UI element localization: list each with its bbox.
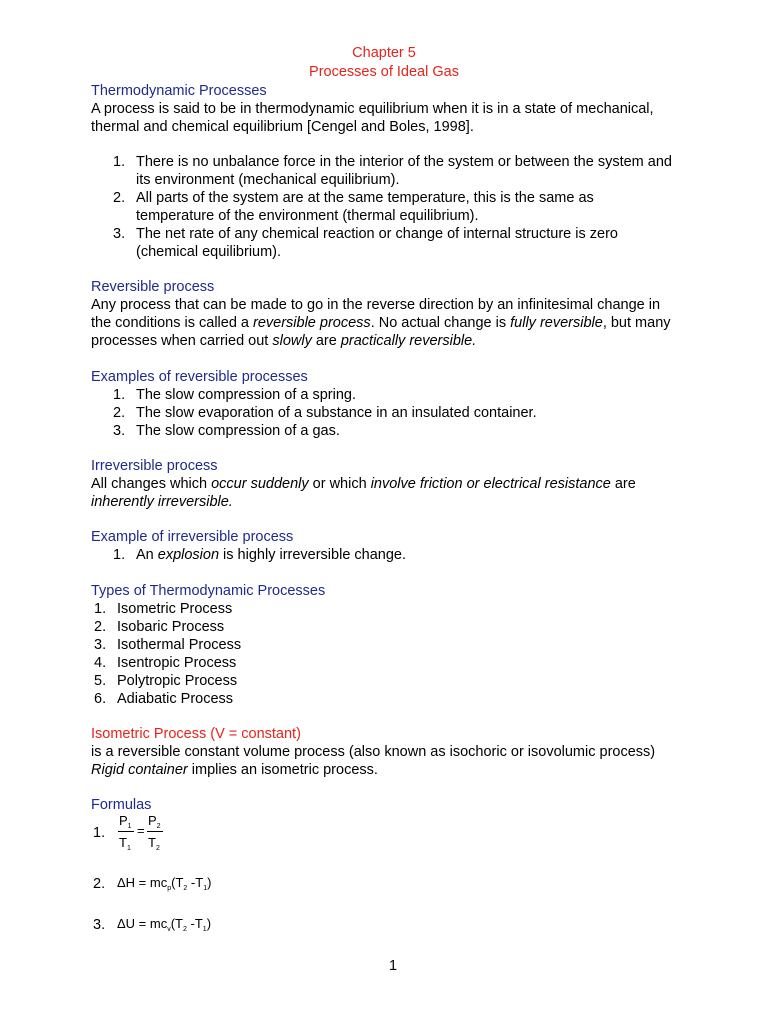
reversible-line-2: the conditions is called a reversible process. No actual change is fully reversible, but many xyxy=(91,315,671,331)
list-number: 3. xyxy=(113,423,126,439)
isometric-line-1: is a reversible constant volume process (also known as isochoric or isovolumic process) xyxy=(91,744,656,760)
list-number: 1. xyxy=(113,154,126,170)
list-item: Polytropic Process xyxy=(117,673,238,689)
list-item: The slow compression of a spring. xyxy=(136,387,357,403)
reversible-heading: Reversible process xyxy=(91,279,215,295)
list-number: 3. xyxy=(113,226,126,242)
page-number: 1 xyxy=(388,958,398,974)
isometric-heading: Isometric Process (V = constant) xyxy=(91,726,301,742)
list-item: (chemical equilibrium). xyxy=(136,244,282,260)
list-item: temperature of the environment (thermal equilibrium). xyxy=(136,208,479,224)
list-number: 1. xyxy=(113,547,126,563)
fraction-bar xyxy=(118,831,134,832)
list-item: Isothermal Process xyxy=(117,637,242,653)
list-item: The slow compression of a gas. xyxy=(136,423,340,439)
formulas-heading: Formulas xyxy=(91,797,152,813)
list-item: its environment (mechanical equilibrium). xyxy=(136,172,400,188)
formula-1-t1: $T_1$ xyxy=(119,835,131,852)
reversible-line-1: Any process that can be made to go in the reverse direction by an infinitesimal change in xyxy=(91,297,661,313)
formula-1-equals: = xyxy=(137,823,145,838)
reversible-line-3: processes when carried out slowly are practically reversible. xyxy=(91,333,477,349)
list-item: Isometric Process xyxy=(117,601,233,617)
list-number: 3. xyxy=(94,637,107,653)
chapter-title: Processes of Ideal Gas xyxy=(309,64,459,80)
list-item: An explosion is highly irreversible change. xyxy=(136,547,407,563)
list-number: 6. xyxy=(94,691,107,707)
list-number: 5. xyxy=(94,673,107,689)
isometric-line-2: Rigid container implies an isometric process. xyxy=(91,762,378,778)
thermo-intro-line-1: A process is said to be in thermodynamic equilibrium when it is in a state of mechanical, xyxy=(91,101,654,117)
formula-3: $\Delta U = mc_v(T_2$ $-T_1$) xyxy=(117,916,212,933)
irreversible-heading: Irreversible process xyxy=(91,458,218,474)
formula-1-p2: $P_2$ xyxy=(148,813,161,830)
list-item: Isentropic Process xyxy=(117,655,237,671)
formula-number: 1. xyxy=(93,825,106,841)
list-item: All parts of the system are at the same temperature, this is the same as xyxy=(136,190,594,206)
list-number: 1. xyxy=(94,601,107,617)
formula-number: 3. xyxy=(93,917,106,933)
list-number: 2. xyxy=(113,405,126,421)
list-number: 2. xyxy=(113,190,126,206)
irreversible-line-2: inherently irreversible. xyxy=(91,494,233,510)
chapter-label: Chapter 5 xyxy=(352,45,416,61)
irr-example-heading: Example of irreversible process xyxy=(91,529,294,545)
list-number: 4. xyxy=(94,655,107,671)
irreversible-line-1: All changes which occur suddenly or which involve friction or electrical resistance are xyxy=(91,476,636,492)
formula-1-p1: $P_1$ xyxy=(119,813,132,830)
fraction-bar xyxy=(147,831,163,832)
list-item: The net rate of any chemical reaction or change of internal structure is zero xyxy=(136,226,618,242)
types-heading: Types of Thermodynamic Processes xyxy=(91,583,326,599)
list-item: Adiabatic Process xyxy=(117,691,234,707)
list-item: There is no unbalance force in the interior of the system or between the system and xyxy=(136,154,672,170)
thermo-heading: Thermodynamic Processes xyxy=(91,83,267,99)
rev-examples-heading: Examples of reversible processes xyxy=(91,369,308,385)
list-number: 2. xyxy=(94,619,107,635)
formula-2: $\Delta H = mc_p(T_2$ $-T_1$) xyxy=(117,875,212,892)
thermo-intro-line-2: thermal and chemical equilibrium [Cengel and Boles, 1998]. xyxy=(91,119,474,135)
formula-number: 2. xyxy=(93,876,106,892)
list-item: The slow evaporation of a substance in an insulated container. xyxy=(136,405,537,421)
list-item: Isobaric Process xyxy=(117,619,225,635)
formula-1-t2: $T_2$ xyxy=(148,835,160,852)
list-number: 1. xyxy=(113,387,126,403)
